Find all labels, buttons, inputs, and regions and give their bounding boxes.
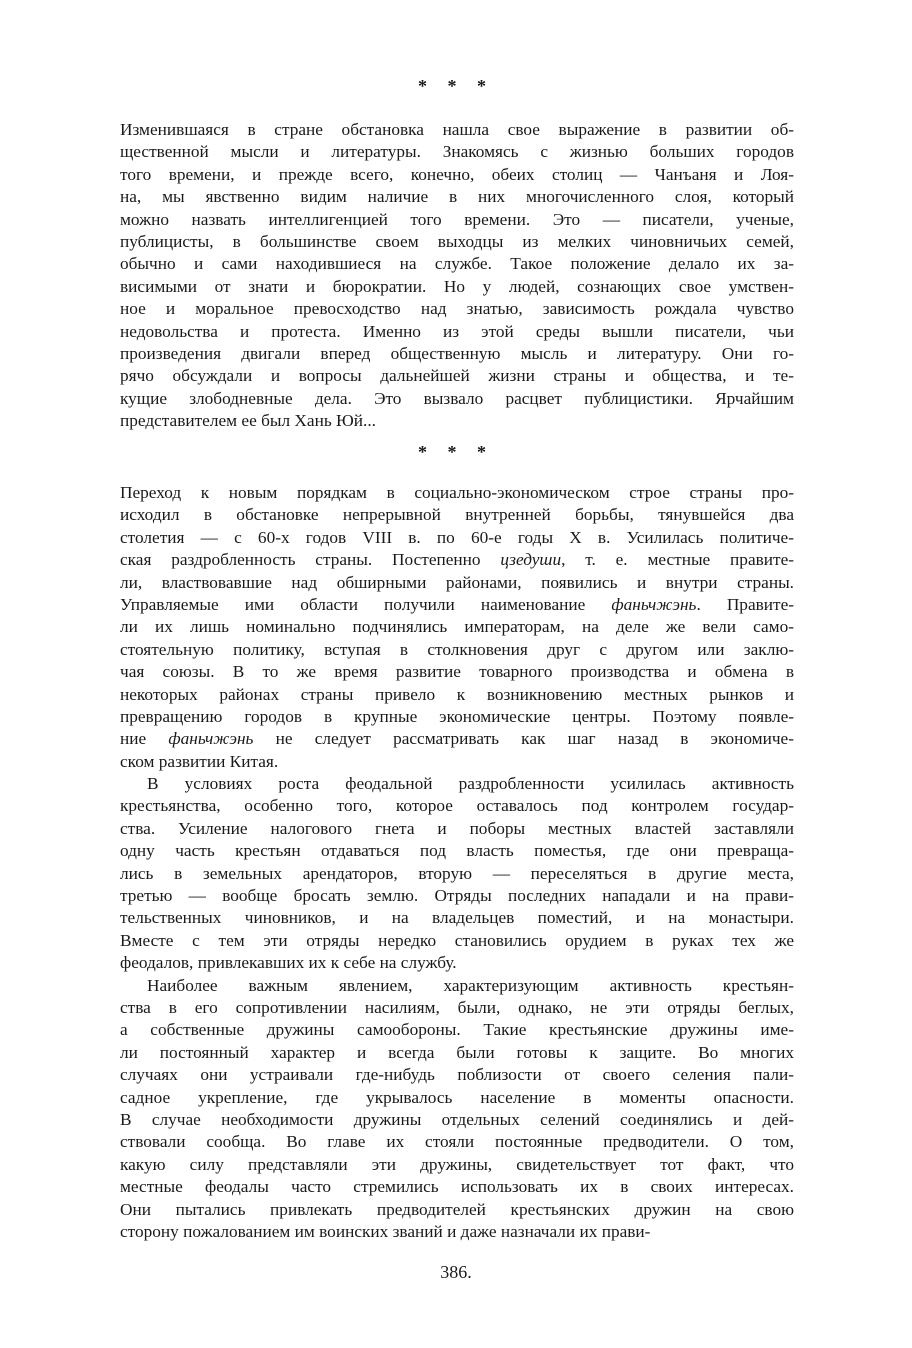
- text-segment: . Правите-: [696, 594, 794, 614]
- text-line: случаях они устраивали где-нибудь поблизости от своего селения пали-: [120, 1065, 794, 1085]
- text-line: превращению городов в крупные экономические центры. Поэтому появле-: [120, 706, 794, 726]
- italic-term: цзедуши: [500, 550, 562, 570]
- text-line: третью — вообще бросать землю. Отряды последних нападали и на прави-: [120, 886, 794, 906]
- text-line: какую силу представляли эти дружины, свидетельствует тот факт, что: [120, 1154, 794, 1174]
- text-line: представителем ее был Хань Юй...: [120, 411, 376, 431]
- section-1: [120, 119, 794, 432]
- text-line: недовольства и протеста. Именно из этой среды вышли писатели, чьи: [120, 321, 794, 341]
- text-line: [120, 594, 794, 616]
- text-line: Изменившаяся в стране обстановка нашла свое выражение в развитии об-: [120, 120, 794, 139]
- text-line: ствовали сообща. Во главе их стояли постоянные предводители. О том,: [120, 1132, 794, 1152]
- paragraph: [120, 119, 794, 432]
- text-line: чая союзы. В то же время развитие товарного производства и обмена в: [120, 662, 794, 682]
- text-line: Наиболее важным явлением, характеризующим активность крестьян-: [147, 975, 794, 995]
- text-line: феодалов, привлекавших их к себе на службу.: [120, 953, 457, 973]
- text-line: публицисты, в большинстве своем выходцы из мелких чиновничьих семей,: [120, 231, 794, 251]
- text-line: Переход к новым порядкам в социально-экономическом строе страны про-: [120, 483, 794, 502]
- text-line: сторону пожалованием им воинских званий и даже назначали их прави-: [120, 1221, 651, 1241]
- text-line: ли, властвовавшие над обширными районами, появились и внутри страны.: [120, 572, 794, 592]
- text-line: крестьянства, особенно того, которое оставалось под контролем государ-: [120, 796, 794, 816]
- section-separator: * * *: [418, 442, 494, 462]
- paragraph: [120, 773, 794, 975]
- text-line: Вместе с тем эти отряды нередко становились орудием в руках тех же: [120, 930, 794, 950]
- section-2: [120, 482, 794, 1243]
- text-line: можно назвать интеллигенцией того времени. Это — писатели, ученые,: [120, 209, 794, 229]
- text-line: садное укрепление, где укрывалось население в моменты опасности.: [120, 1087, 794, 1107]
- text-line: а собственные дружины самообороны. Такие крестьянские дружины име-: [120, 1020, 794, 1040]
- section-separator: * * *: [418, 76, 494, 96]
- text-line: В условиях роста феодальной раздробленности усилилась активность: [147, 774, 794, 794]
- italic-term: фаньчжэнь: [168, 729, 254, 749]
- text-line: ли постоянный характер и всегда были готовы к защите. Во многих: [120, 1042, 794, 1062]
- text-line: щественной мысли и литературы. Знакомясь с жизнью больших городов: [120, 142, 794, 162]
- text-line: столетия — с 60-х годов VIII в. по 60-е годы X в. Усилилась политиче-: [120, 527, 794, 547]
- page-number: 386.: [440, 1262, 472, 1282]
- text-line: местные феодалы часто стремились использовать их в своих интересах.: [120, 1177, 794, 1197]
- text-line: [120, 549, 794, 571]
- text-segment: ская раздробленность страны. Постепенно: [120, 550, 501, 570]
- italic-term: фаньчжэнь: [611, 594, 697, 614]
- paragraph: [120, 482, 794, 773]
- text-line: того времени, и прежде всего, конечно, обеих столиц — Чанъаня и Лоя-: [120, 164, 794, 184]
- text-line: исходил в обстановке непрерывной внутренней борьбы, тянувшейся два: [120, 505, 794, 525]
- text-segment: не следует рассматривать как шаг назад в экономиче-: [253, 729, 794, 749]
- text-line: произведения двигали вперед общественную мысль и литературу. Они го-: [120, 343, 794, 363]
- paragraph: [120, 975, 794, 1244]
- text-segment: , т. е. местные правите-: [561, 550, 794, 570]
- text-line: на, мы явственно видим наличие в них многочисленного слоя, который: [120, 187, 794, 207]
- text-line: обычно и сами находившиеся на службе. Такое положение делало их за-: [120, 254, 794, 274]
- text-line: стоятельную политику, вступая в столкновения друг с другом или заклю-: [120, 639, 794, 659]
- text-line: висимыми от знати и бюрократии. Но у людей, сознающих свое умствен-: [120, 276, 794, 296]
- text-line: лись в земельных арендаторов, вторую — переселяться в другие места,: [120, 863, 794, 883]
- text-line: ства. Усиление налогового гнета и поборы местных властей заставляли: [120, 818, 794, 838]
- text-line: кущие злободневные дела. Это вызвало расцвет публицистики. Ярчайшим: [120, 388, 794, 408]
- text-line: ства в его сопротивлении насилиям, были, однако, не эти отряды беглых,: [120, 997, 794, 1017]
- text-line: одну часть крестьян отдаваться под власть поместья, где они превраща-: [120, 841, 794, 861]
- text-line: [120, 728, 794, 750]
- text-line: В случае необходимости дружины отдельных селений соединялись и дей-: [120, 1109, 794, 1129]
- text-line: тельственных чиновников, и на владельцев поместий, и на монастыри.: [120, 908, 794, 928]
- text-line: ли их лишь номинально подчинялись императорам, на деле же вели само-: [120, 617, 794, 637]
- text-line: ском развитии Китая.: [120, 751, 279, 771]
- text-line: ное и моральное превосходство над знатью, зависимость рождала чувство: [120, 299, 794, 319]
- text-line: Они пытались привлекать предводителей крестьянских дружин на свою: [120, 1199, 794, 1219]
- text-line: некоторых районах страны привело к возникновению местных рынков и: [120, 684, 794, 704]
- text-segment: ние: [120, 729, 169, 749]
- text-segment: Управляемые ими области получили наименование: [120, 594, 612, 614]
- text-line: рячо обсуждали и вопросы дальнейшей жизни страны и общества, и те-: [120, 366, 794, 386]
